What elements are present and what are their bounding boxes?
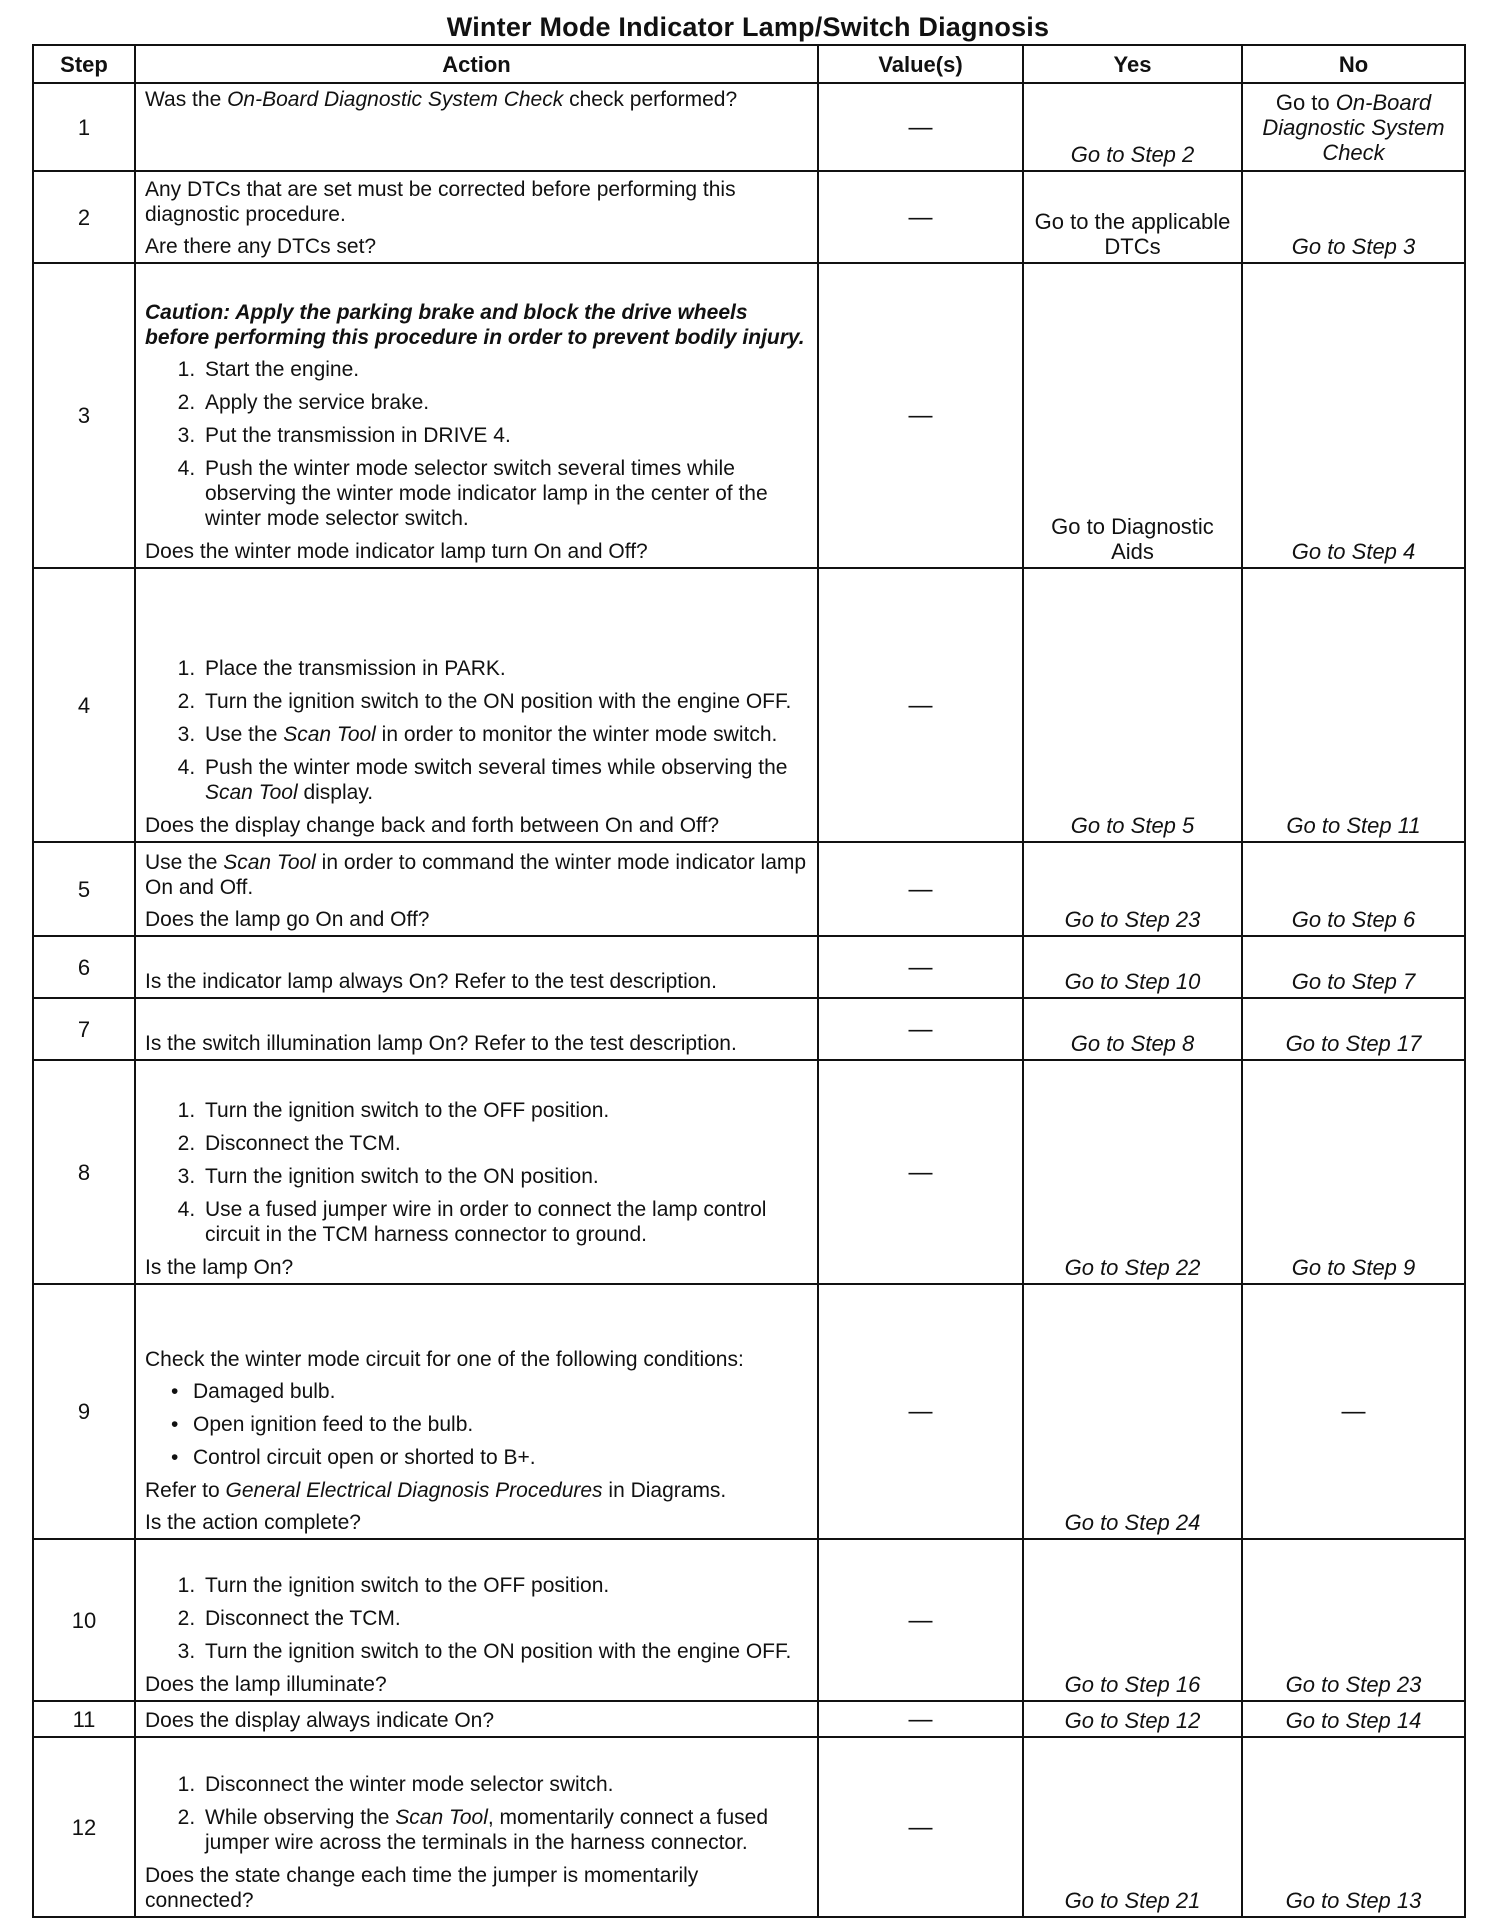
no-cell: Go to Step 3 bbox=[1242, 171, 1465, 263]
no-cell: Go to Step 9 bbox=[1242, 1060, 1465, 1284]
table-row bbox=[33, 936, 1465, 998]
text: Scan Tool bbox=[223, 851, 316, 874]
action-question: Is the lamp On? bbox=[145, 1256, 294, 1279]
step-number: 10 bbox=[33, 1539, 135, 1701]
header-values: Value(s) bbox=[818, 45, 1023, 83]
value-cell: — bbox=[818, 83, 1023, 171]
step-number: 9 bbox=[33, 1284, 135, 1539]
action-cell bbox=[135, 171, 818, 263]
action-cell bbox=[135, 83, 818, 171]
list-item: • Open ignition feed to the bulb. bbox=[193, 1412, 808, 1437]
yes-cell: Go to Step 8 bbox=[1023, 998, 1242, 1060]
action-cell bbox=[135, 842, 818, 936]
text: Use the bbox=[145, 851, 224, 874]
action-steps bbox=[145, 1772, 808, 1855]
condition-list bbox=[145, 1379, 808, 1470]
text: in order to monitor the winter mode switch. bbox=[375, 723, 778, 746]
diagnosis-table bbox=[32, 44, 1466, 1918]
step-number: 2 bbox=[33, 171, 135, 263]
no-cell: Go to Step 4 bbox=[1242, 263, 1465, 568]
text: , momentarily connect a fused jumper wire across the terminals in the harness connector. bbox=[205, 1806, 769, 1854]
action-text bbox=[145, 1478, 808, 1503]
list-item: 1. Disconnect the winter mode selector switch. bbox=[201, 1772, 808, 1797]
action-cell: Does the display always indicate On? bbox=[135, 1701, 818, 1737]
list-item: 3. Turn the ignition switch to the ON position with the engine OFF. bbox=[201, 1639, 808, 1664]
action-cell: Is the switch illumination lamp On? Refer to the test description. bbox=[135, 998, 818, 1060]
value-cell: — bbox=[818, 1284, 1023, 1539]
list-item: 3. Turn the ignition switch to the ON position. bbox=[201, 1164, 808, 1189]
action-steps bbox=[145, 1573, 808, 1664]
list-item: • Damaged bulb. bbox=[193, 1379, 808, 1404]
text: While observing the bbox=[205, 1806, 396, 1829]
table-row bbox=[33, 842, 1465, 936]
yes-cell: Go to Step 2 bbox=[1023, 83, 1242, 171]
text: Use the bbox=[205, 723, 284, 746]
yes-cell: Go to Step 23 bbox=[1023, 842, 1242, 936]
list-item: 2. Disconnect the TCM. bbox=[201, 1606, 808, 1631]
action-text: check performed? bbox=[563, 88, 738, 111]
table-row bbox=[33, 1539, 1465, 1701]
step-number: 5 bbox=[33, 842, 135, 936]
action-cell bbox=[135, 1060, 818, 1284]
list-item bbox=[201, 722, 808, 747]
list-item: 2. Disconnect the TCM. bbox=[201, 1131, 808, 1156]
value-cell: — bbox=[818, 1701, 1023, 1737]
action-question: Does the winter mode indicator lamp turn On and Off? bbox=[145, 540, 648, 563]
no-cell: Go to Step 17 bbox=[1242, 998, 1465, 1060]
action-text bbox=[145, 850, 808, 900]
caution-text: Caution: Apply the parking brake and block the drive wheels before performing this procedure in order to prevent bodily injury. bbox=[145, 301, 805, 349]
action-question: Does the lamp go On and Off? bbox=[145, 908, 430, 931]
list-item bbox=[201, 755, 808, 805]
action-text: Any DTCs that are set must be corrected before performing this diagnostic procedure. bbox=[145, 178, 736, 226]
yes-cell: Go to Step 24 bbox=[1023, 1284, 1242, 1539]
list-item: 2. Apply the service brake. bbox=[201, 390, 808, 415]
list-item: 4. Push the winter mode selector switch several times while observing the winter mode indicator lamp in the center of the winter mode selector switch. bbox=[201, 456, 808, 531]
action-reference: On-Board Diagnostic System Check bbox=[227, 88, 564, 111]
header-no: No bbox=[1242, 45, 1465, 83]
action-question: Are there any DTCs set? bbox=[145, 235, 377, 258]
list-item: 1. Turn the ignition switch to the OFF position. bbox=[201, 1573, 808, 1598]
text: Scan Tool bbox=[283, 723, 376, 746]
text: Scan Tool bbox=[395, 1806, 488, 1829]
value-cell: — bbox=[818, 998, 1023, 1060]
table-row bbox=[33, 171, 1465, 263]
yes-cell: Go to Step 16 bbox=[1023, 1539, 1242, 1701]
list-item: 3. Put the transmission in DRIVE 4. bbox=[201, 423, 808, 448]
list-item: 1. Place the transmission in PARK. bbox=[201, 656, 808, 681]
text: General Electrical Diagnosis Procedures bbox=[225, 1479, 603, 1502]
list-item: 1. Start the engine. bbox=[201, 357, 808, 382]
header-yes: Yes bbox=[1023, 45, 1242, 83]
text: Push the winter mode switch several times while observing the bbox=[205, 756, 788, 779]
table-header-row bbox=[33, 45, 1465, 83]
table-row bbox=[33, 568, 1465, 842]
value-cell: — bbox=[818, 936, 1023, 998]
text: in Diagrams. bbox=[602, 1479, 727, 1502]
action-question: Does the display change back and forth between On and Off? bbox=[145, 814, 719, 837]
value-cell: — bbox=[818, 1737, 1023, 1917]
action-cell: Is the indicator lamp always On? Refer to the test description. bbox=[135, 936, 818, 998]
step-number: 6 bbox=[33, 936, 135, 998]
action-question: Does the lamp illuminate? bbox=[145, 1673, 387, 1696]
table-row bbox=[33, 83, 1465, 171]
no-cell: Go to Step 6 bbox=[1242, 842, 1465, 936]
action-cell bbox=[135, 568, 818, 842]
action-question: Does the state change each time the jumper is momentarily connected? bbox=[145, 1864, 699, 1912]
yes-cell: Go to Step 22 bbox=[1023, 1060, 1242, 1284]
action-cell bbox=[135, 1737, 818, 1917]
step-number: 4 bbox=[33, 568, 135, 842]
action-cell bbox=[135, 1539, 818, 1701]
text: Refer to bbox=[145, 1479, 226, 1502]
action-steps bbox=[145, 357, 808, 531]
table-row bbox=[33, 1060, 1465, 1284]
step-number: 7 bbox=[33, 998, 135, 1060]
value-cell: — bbox=[818, 842, 1023, 936]
no-cell: — bbox=[1242, 1284, 1465, 1539]
list-item: • Control circuit open or shorted to B+. bbox=[193, 1445, 808, 1470]
action-text: Was the bbox=[145, 88, 228, 111]
document-page bbox=[32, 10, 1464, 1918]
table-row bbox=[33, 1701, 1465, 1737]
step-number: 3 bbox=[33, 263, 135, 568]
no-text: Go to bbox=[1275, 89, 1336, 115]
list-item: 1. Turn the ignition switch to the OFF position. bbox=[201, 1098, 808, 1123]
action-cell bbox=[135, 1284, 818, 1539]
header-step: Step bbox=[33, 45, 135, 83]
table-row bbox=[33, 263, 1465, 568]
yes-cell: Go to Step 10 bbox=[1023, 936, 1242, 998]
no-cell: Go to Step 14 bbox=[1242, 1701, 1465, 1737]
header-action: Action bbox=[135, 45, 818, 83]
list-item: 4. Use a fused jumper wire in order to connect the lamp control circuit in the TCM harness connector to ground. bbox=[201, 1197, 808, 1247]
yes-cell: Go to Step 21 bbox=[1023, 1737, 1242, 1917]
no-cell: Go to Step 13 bbox=[1242, 1737, 1465, 1917]
value-cell: — bbox=[818, 263, 1023, 568]
text: display. bbox=[297, 781, 374, 804]
no-cell: Go to Step 11 bbox=[1242, 568, 1465, 842]
action-steps bbox=[145, 1098, 808, 1247]
yes-cell: Go to Step 5 bbox=[1023, 568, 1242, 842]
value-cell: — bbox=[818, 1539, 1023, 1701]
table-row bbox=[33, 998, 1465, 1060]
table-row bbox=[33, 1284, 1465, 1539]
no-cell: Go to Step 7 bbox=[1242, 936, 1465, 998]
step-number: 1 bbox=[33, 83, 135, 171]
action-cell bbox=[135, 263, 818, 568]
yes-cell: Go to the applicable DTCs bbox=[1023, 171, 1242, 263]
no-reference: On-Board Diagnostic System Check bbox=[1262, 89, 1445, 165]
table-row bbox=[33, 1737, 1465, 1917]
action-question: Is the action complete? bbox=[145, 1511, 361, 1534]
document-title: Winter Mode Indicator Lamp/Switch Diagnosis bbox=[446, 12, 1050, 42]
no-cell bbox=[1242, 83, 1465, 171]
step-number: 12 bbox=[33, 1737, 135, 1917]
value-cell: — bbox=[818, 568, 1023, 842]
text: in order to command the winter mode indicator lamp On and Off. bbox=[145, 851, 807, 899]
text: Scan Tool bbox=[205, 781, 298, 804]
action-steps bbox=[145, 656, 808, 805]
step-number: 11 bbox=[33, 1701, 135, 1737]
action-text: Check the winter mode circuit for one of the following conditions: bbox=[145, 1348, 744, 1371]
step-number: 8 bbox=[33, 1060, 135, 1284]
value-cell: — bbox=[818, 171, 1023, 263]
list-item bbox=[201, 1805, 808, 1855]
no-cell: Go to Step 23 bbox=[1242, 1539, 1465, 1701]
list-item: 2. Turn the ignition switch to the ON position with the engine OFF. bbox=[201, 689, 808, 714]
yes-cell: Go to Diagnostic Aids bbox=[1023, 263, 1242, 568]
value-cell: — bbox=[818, 1060, 1023, 1284]
yes-cell: Go to Step 12 bbox=[1023, 1701, 1242, 1737]
